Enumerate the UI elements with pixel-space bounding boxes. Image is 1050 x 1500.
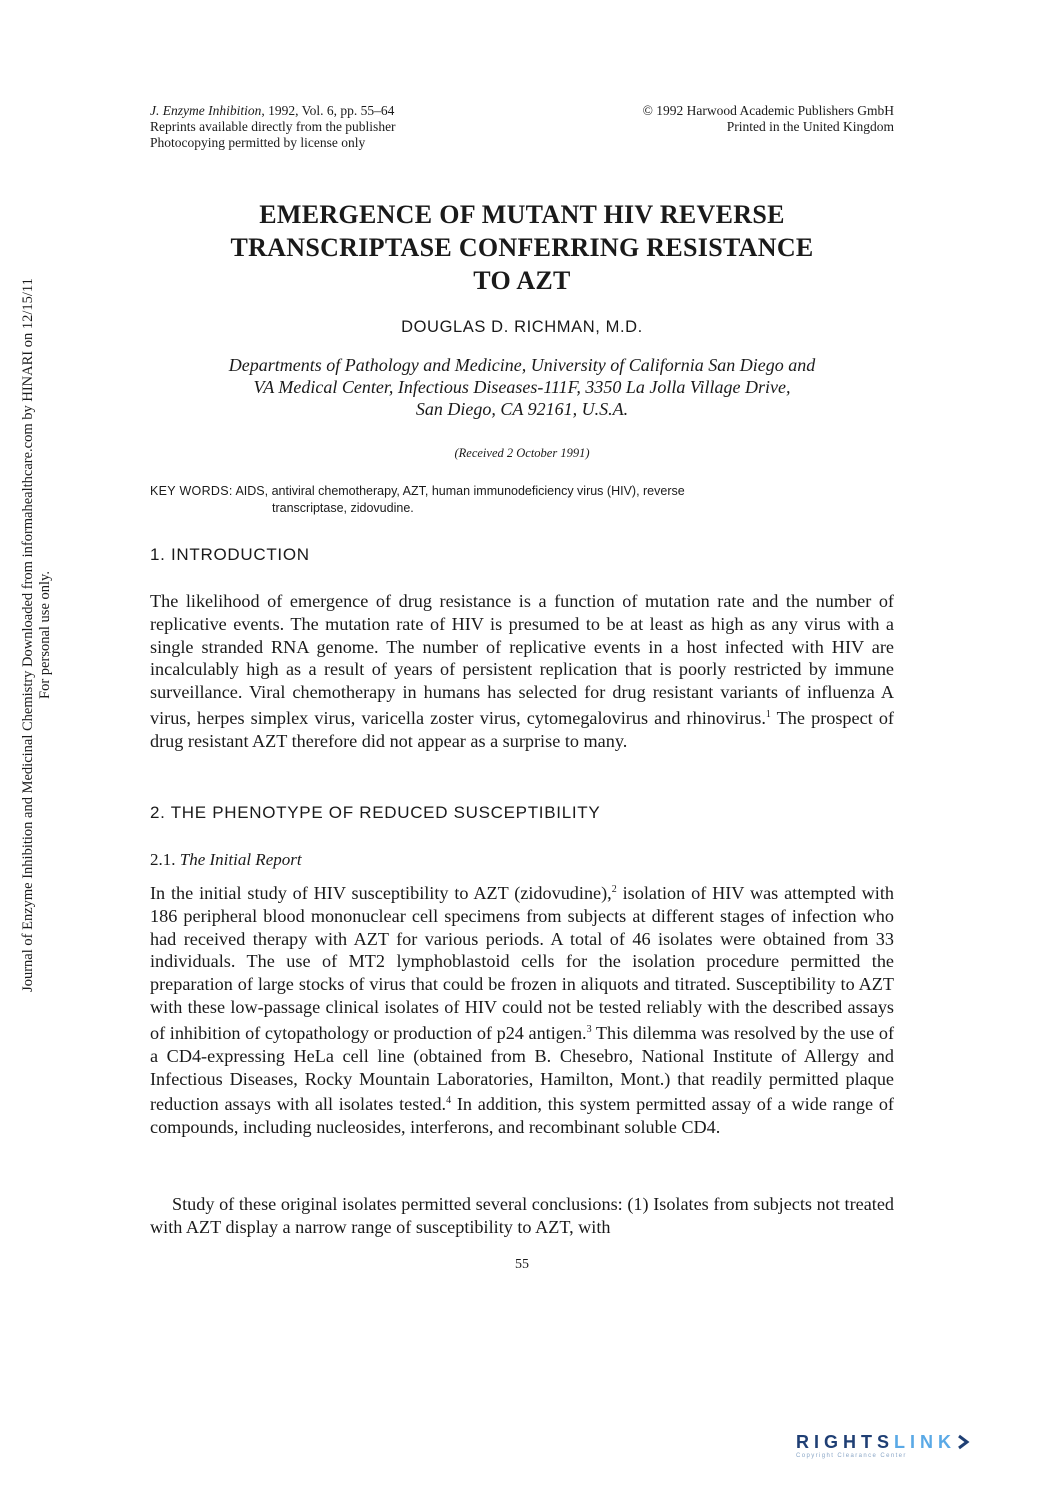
logo-link-text: LINK bbox=[894, 1432, 957, 1452]
author-name: DOUGLAS D. RICHMAN, M.D. bbox=[401, 318, 643, 336]
photocopy-note: Photocopying permitted by license only bbox=[150, 135, 366, 150]
rightslink-arrow-icon bbox=[956, 1434, 972, 1450]
title-line-2: TRANSCRIPTASE CONFERRING RESISTANCE bbox=[230, 233, 814, 262]
p1-text-a: In the initial study of HIV susceptibility to AZT (zidovudine), bbox=[150, 883, 612, 904]
journal-citation bbox=[150, 103, 396, 119]
page-number: 55 bbox=[515, 1257, 529, 1272]
reference-3: 3 bbox=[586, 1023, 592, 1035]
download-note-line-2: For personal use only. bbox=[37, 571, 53, 699]
reprints-note: Reprints available directly from the publisher bbox=[150, 119, 396, 134]
p1-text-b: isolation of HIV was attempted with 186 peripheral blood mononuclear cell specimens from subjects at different stages of infection who had received therapy with AZT for various periods. A total of 46 isolates were obtained from 33 individuals. The use of MT2 lymphoblastoid cells for the isolation procedure permitted the preparation of large stocks of virus that could be frozen in aliquots and titrated. Susceptibility to AZT with these low-passage clinical isolates of HIV could not be tested reliably with the described assays of inhibition of cytopathology or production of p24 antigen. bbox=[150, 883, 895, 1043]
journal-volume-pages: , 1992, Vol. 6, pp. 55–64 bbox=[261, 103, 395, 118]
section-heading-phenotype: 2. THE PHENOTYPE OF REDUCED SUSCEPTIBILITY bbox=[150, 803, 601, 822]
introduction-paragraph bbox=[150, 590, 894, 753]
journal-header bbox=[150, 103, 396, 151]
affiliation-line-3: San Diego, CA 92161, U.S.A. bbox=[415, 399, 629, 419]
logo-rights-text: RIGHTS bbox=[796, 1432, 895, 1452]
publisher-header bbox=[560, 103, 894, 135]
subsection-number: 2.1. bbox=[150, 850, 176, 869]
subsection-title: The Initial Report bbox=[179, 850, 302, 869]
subsection-heading bbox=[150, 850, 894, 870]
download-watermark bbox=[20, 220, 54, 1050]
keywords-line-2: transcriptase, zidovudine. bbox=[272, 501, 414, 515]
reference-2: 2 bbox=[611, 884, 617, 895]
initial-report-paragraph bbox=[150, 879, 894, 1139]
p1-text-d: In addition, this system permitted assay of a wide range of compounds, including nucleosides, interferons, and recombinant soluble CD4. bbox=[150, 1094, 894, 1138]
logo-subtitle: Copyright Clearance Center bbox=[796, 1453, 907, 1459]
title-line-3: TO AZT bbox=[473, 266, 571, 295]
rightslink-logo[interactable] bbox=[796, 1432, 1032, 1472]
affiliation bbox=[150, 354, 894, 420]
keywords-line-1: AIDS, antiviral chemotherapy, AZT, human immunodeficiency virus (HIV), reverse bbox=[235, 484, 685, 498]
intro-text-b: The prospect of drug resistant AZT therefore did not appear as a surprise to many. bbox=[150, 708, 894, 751]
affiliation-line-2: VA Medical Center, Infectious Diseases-111F, 3350 La Jolla Village Drive, bbox=[253, 377, 791, 397]
title-line-1: EMERGENCE OF MUTANT HIV REVERSE bbox=[259, 200, 785, 229]
intro-text-a: The likelihood of emergence of drug resistance is a function of mutation rate and the number of replicative events. The mutation rate of HIV is presumed to be at least as high as any virus with a single stranded RNA genome. The number of replicative events in a host infected with HIV are incalculably high as a result of years of persistent replication that is poorly restricted by immune surveillance. Viral chemotherapy in humans has selected for drug resistant variants of influenza A virus, herpes simplex virus, varicella zoster virus, cytomegalovirus and rhinovirus. bbox=[150, 591, 894, 729]
keywords bbox=[150, 483, 894, 517]
journal-name: J. Enzyme Inhibition bbox=[150, 103, 262, 118]
conclusions-paragraph: Study of these original isolates permitted several conclusions: (1) Isolates from subjects not treated with AZT display a narrow range of susceptibility to AZT, with bbox=[150, 1194, 894, 1237]
rightslink-wordmark bbox=[796, 1432, 1032, 1453]
copyright-line: © 1992 Harwood Academic Publishers GmbH bbox=[642, 103, 894, 118]
article-title bbox=[150, 198, 894, 297]
reference-1: 1 bbox=[765, 708, 771, 720]
printed-line: Printed in the United Kingdom bbox=[726, 119, 894, 134]
download-note-line-1: Journal of Enzyme Inhibition and Medicinal Chemistry Downloaded from informahealthcare.com by HINARI on 12/15/11 bbox=[20, 278, 36, 992]
p1-text-c: This dilemma was resolved by the use of a CD4-expressing HeLa cell line (obtained from B. Chesebro, National Institute of Allergy and Infectious Diseases, Rocky Mountain Laboratories, Hamilton, Mont.) that readily permitted plaque reduction assays with all isolates tested. bbox=[150, 1022, 894, 1115]
section-heading-introduction: 1. INTRODUCTION bbox=[150, 545, 310, 564]
received-date: (Received 2 October 1991) bbox=[454, 446, 590, 460]
keywords-label: KEY WORDS: bbox=[150, 484, 233, 498]
affiliation-line-1: Departments of Pathology and Medicine, University of California San Diego and bbox=[228, 355, 816, 375]
reference-4: 4 bbox=[446, 1095, 452, 1107]
